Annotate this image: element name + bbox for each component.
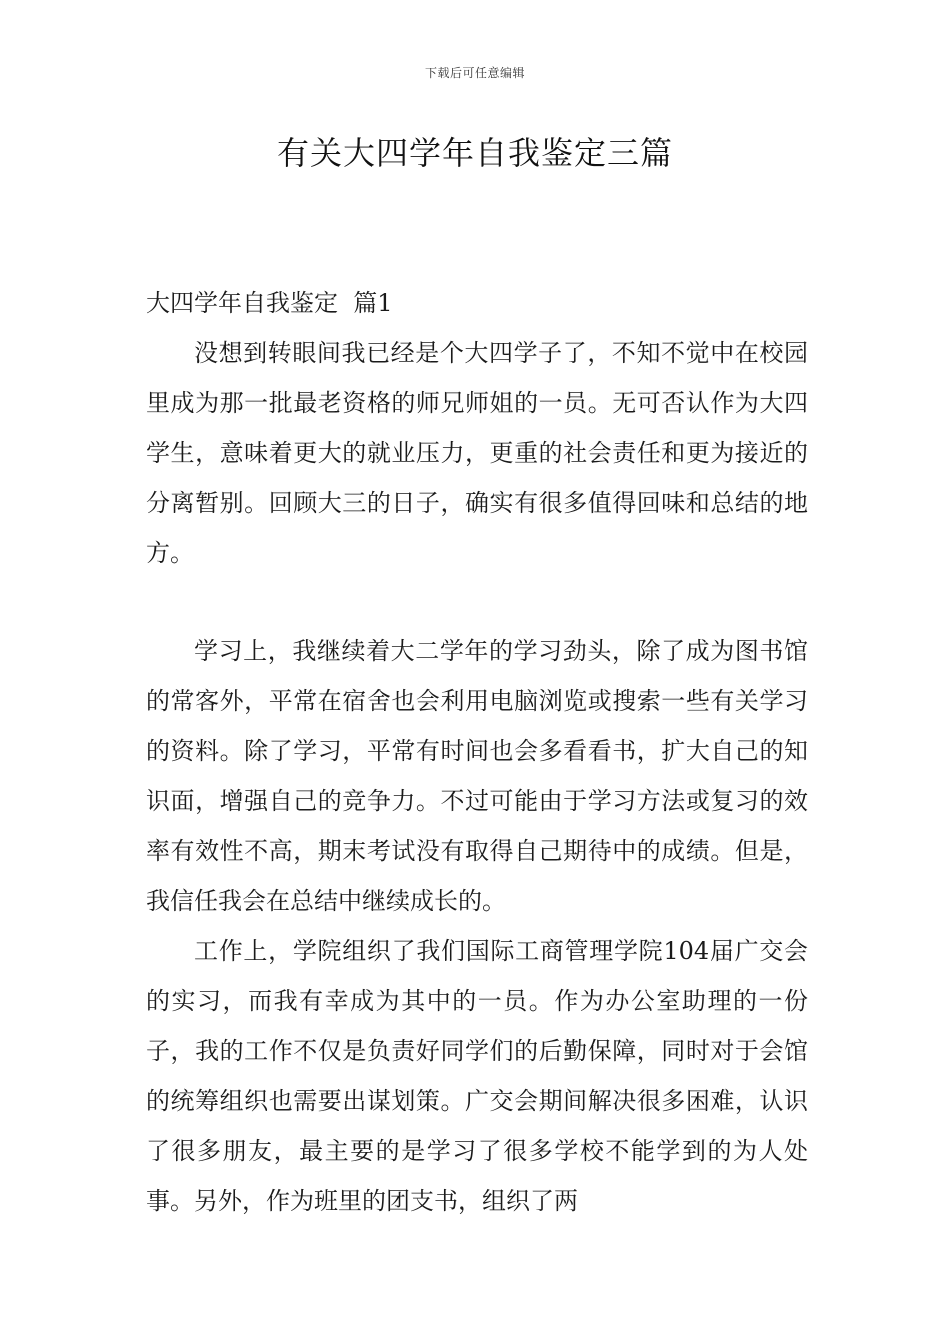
paragraph-work: 工作上，学院组织了我们国际工商管理学院104届广交会的实习，而我有幸成为其中的一员。作为办公室助理的一份子，我的工作不仅是负责好同学们的后勤保障，同时对于会馆的统筹组织也需要出谋划策。广交会期间解决很多困难，认识了很多朋友，最主要的是学习了很多学校不能学到的为人处事。另外，作为班里的团支书，组织了两 — [146, 937, 808, 1215]
paragraph-study: 学习上，我继续着大二学年的学习劲头，除了成为图书馆的常客外，平常在宿舍也会利用电脑浏览或搜索一些有关学习的资料。除了学习，平常有时间也会多看看书，扩大自己的知识面，增强自己的竞争力。不过可能由于学习方法或复习的效率有效性不高，期末考试没有取得自己期待中的成绩。但是，我信任我会在总结中继续成长的。 — [146, 637, 808, 915]
header-note: 下载后可任意编辑 — [424, 66, 525, 80]
document-title: 有关大四学年自我鉴定三篇 — [276, 134, 673, 172]
section-heading: 大四学年自我鉴定 篇1 — [146, 289, 393, 317]
document-body — [146, 278, 808, 1226]
paragraph-intro: 没想到转眼间我已经是个大四学子了，不知不觉中在校园里成为那一批最老资格的师兄师姐的一员。无可否认作为大四学生，意味着更大的就业压力，更重的社会责任和更为接近的分离暂别。回顾大三的日子，确实有很多值得回味和总结的地方。 — [146, 339, 808, 567]
